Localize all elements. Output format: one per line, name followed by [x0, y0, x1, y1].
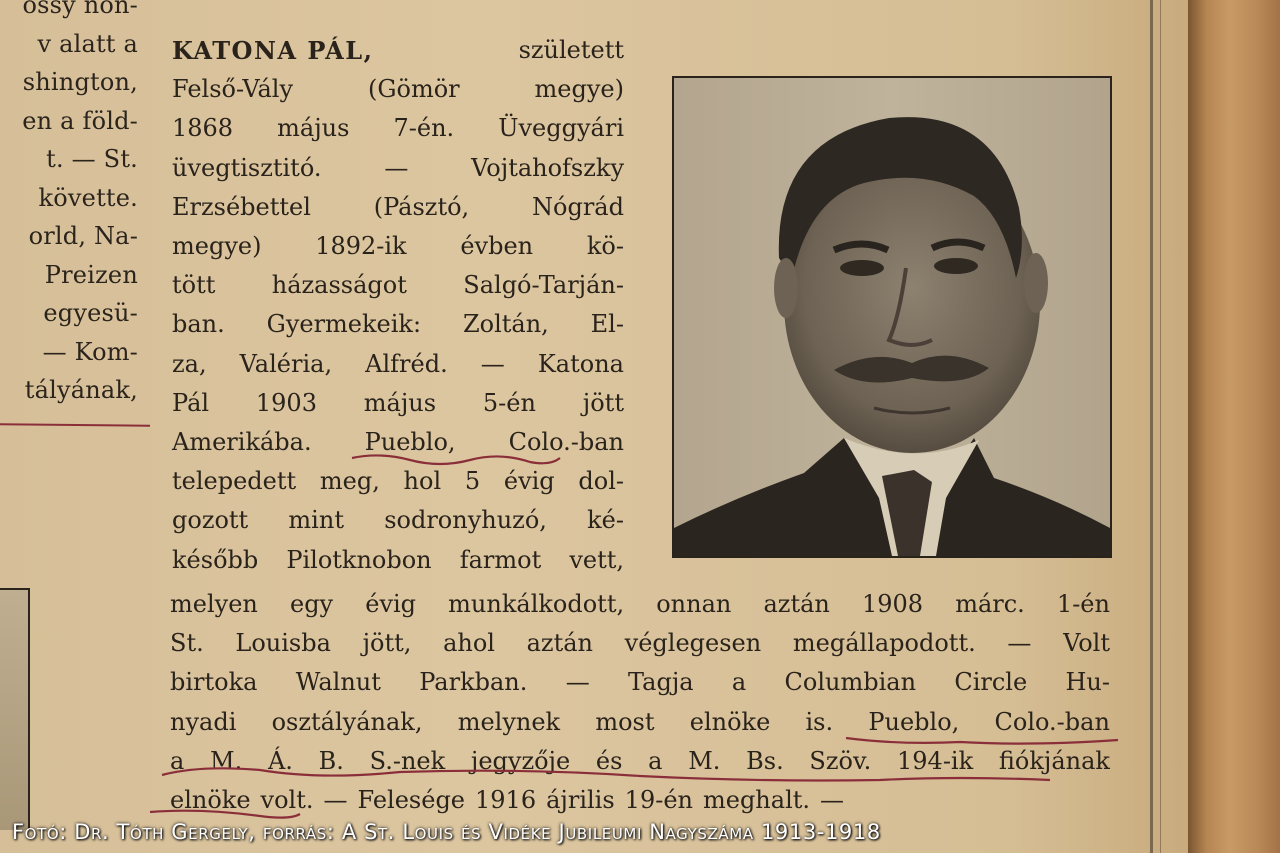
left-column-line: — Kom- — [42, 337, 138, 366]
biography-word: 1868 — [172, 114, 234, 143]
biography-word: 1-én — [1056, 590, 1110, 618]
underline-elnoke — [150, 811, 300, 818]
biography-word: osztályának, — [271, 707, 423, 736]
biography-word: Walnut — [295, 668, 381, 697]
biography-word: melyen — [170, 590, 258, 618]
biography-word: Üveggyári — [498, 114, 624, 143]
biography-word: za, — [172, 349, 207, 378]
biography-word: évig — [365, 590, 417, 618]
biography-word: St. — [170, 629, 204, 658]
left-column-line: Preizen — [44, 260, 138, 289]
biography-word: elnöke — [689, 707, 771, 736]
biography-word: Hu- — [1065, 668, 1110, 697]
left-column-line: shington, — [22, 68, 138, 96]
biography-word: Colo.-ban — [508, 428, 624, 457]
biography-word: és — [595, 746, 623, 775]
biography-word: évig — [503, 467, 555, 496]
biography-word: Alfréd. — [365, 349, 448, 378]
biography-word: Amerikába. — [172, 428, 312, 457]
biography-word: május — [277, 114, 350, 143]
biography-word: Tagja — [628, 668, 694, 697]
biography-word: Felesége — [357, 786, 466, 815]
biography-word: Pál — [172, 388, 210, 417]
biography-word: 1903 — [255, 388, 317, 417]
biography-word: a — [731, 668, 747, 697]
biography-word: Pueblo, — [364, 428, 456, 457]
biography-word: hol — [403, 467, 442, 496]
biography-word: aztán — [763, 590, 830, 618]
biography-word: később — [172, 545, 259, 574]
biography-word: jött, — [362, 629, 412, 658]
biography-word: 5-én — [482, 388, 536, 417]
biography-word: házasságot — [271, 271, 407, 300]
biography-word: birtoka — [170, 668, 258, 697]
biography-word: volt. — [260, 786, 314, 815]
book-binding — [1188, 0, 1280, 853]
biography-word: — — [565, 668, 590, 697]
biography-word: megállapodott. — [792, 629, 976, 658]
biography-word: 7-én. — [393, 114, 455, 143]
biography-word: 19-én — [624, 786, 693, 815]
biography-word: Valéria, — [239, 349, 333, 378]
biography-word: munkálkodott, — [448, 590, 625, 618]
biography-word: — — [820, 786, 845, 815]
biography-word: Columbian — [784, 668, 917, 697]
biography-word: ájrilis — [546, 786, 615, 815]
biography-word: M. — [688, 746, 721, 775]
biography-word: évben — [460, 232, 534, 261]
biography-word: M. — [210, 746, 243, 775]
biography-word: ahol — [443, 629, 495, 658]
biography-word: aztán — [526, 629, 593, 658]
biography-word: elnöke — [170, 786, 251, 815]
biography-word: megye) — [172, 232, 262, 261]
biography-word: ké- — [587, 506, 624, 535]
first-line-text: született — [518, 36, 624, 64]
biography-word: Erzsébettel — [172, 192, 311, 221]
left-column-line: orld, Na- — [28, 222, 138, 250]
biography-word: gozott — [172, 506, 249, 535]
biography-word: Zoltán, — [462, 310, 549, 339]
biography-word: Pueblo, — [868, 707, 960, 736]
biography-word: Pilotknobon — [286, 545, 432, 574]
biography-word: telepedett — [172, 467, 297, 496]
biography-word: Á. — [267, 746, 293, 775]
biography-word: Salgó-Tarján- — [463, 271, 624, 300]
biography-word: márc. — [955, 590, 1025, 618]
left-column-line: ossy non- — [22, 0, 138, 19]
biography-word: vett, — [569, 545, 624, 574]
underline-pueblo-2 — [846, 738, 1118, 744]
biography-word: Bs. — [746, 746, 784, 775]
biography-word: 1892-ik — [315, 232, 407, 261]
biography-word: Parkban. — [419, 668, 528, 697]
left-column-line: t. — St. — [46, 145, 138, 173]
biography-word: (Pásztó, — [373, 192, 470, 221]
biography-word: május — [363, 388, 437, 417]
biography-word: sodronyhuzó, — [384, 506, 547, 535]
biography-word: a — [170, 746, 185, 775]
biography-word: farmot — [459, 545, 542, 574]
biography-word: Volt — [1063, 629, 1110, 658]
biography-word: Gyermekeik: — [266, 310, 422, 339]
biography-word: egy — [289, 590, 334, 618]
left-column-line: egyesü- — [43, 299, 138, 327]
biography-word: S.-nek — [369, 746, 446, 775]
underline-pueblo-1 — [352, 455, 560, 464]
biography-word: El- — [590, 310, 624, 339]
biography-word: a — [648, 746, 663, 775]
underline-mabs — [162, 768, 1050, 780]
biography-word: üvegtisztitó. — [172, 153, 322, 182]
biography-word: — — [1007, 629, 1032, 658]
biography-word: (Gömör — [367, 75, 460, 104]
biography-word: Katona — [537, 349, 624, 378]
biography-word: is. — [805, 707, 834, 736]
biography-word: B. — [318, 746, 344, 775]
biography-word: Louisba — [235, 629, 331, 658]
left-column-line: v alatt a — [37, 29, 138, 58]
biography-word: 194-ik — [897, 746, 974, 775]
biography-word: meg, — [319, 467, 380, 496]
biography-word: melynek — [457, 707, 561, 736]
biography-word: jött — [582, 388, 624, 417]
biography-word: Felső-Vály — [172, 75, 294, 104]
biography-word: tött — [172, 271, 216, 300]
biography-word: Vojtahofszky — [471, 153, 624, 182]
biography-word: onnan — [656, 590, 732, 618]
biography-word: — — [384, 153, 409, 182]
left-column-line: en a föld- — [22, 106, 138, 135]
biography-word: most — [595, 707, 655, 736]
biography-word: Colo.-ban — [994, 707, 1110, 736]
biography-word: Szöv. — [809, 746, 872, 775]
person-name: KATONA PÁL, — [172, 36, 374, 65]
biography-word: 1916 — [475, 786, 537, 815]
left-column-line: tályának, — [24, 376, 138, 404]
biography-word: dol- — [578, 467, 624, 496]
biography-word: Circle — [954, 668, 1028, 697]
biography-word: — — [480, 349, 505, 378]
biography-word: véglegesen — [624, 629, 762, 658]
biography-word: 5 — [464, 467, 481, 496]
biography-word: jegyzője — [470, 746, 571, 775]
biography-word: — — [323, 786, 348, 815]
biography-word: 1908 — [861, 590, 924, 618]
biography-word: meghalt. — [702, 786, 811, 815]
biography-word: ban. — [172, 310, 225, 339]
biography-word: kö- — [586, 232, 624, 261]
biography-word: fiókjának — [998, 746, 1110, 775]
biography-word: nyadi — [170, 707, 237, 736]
biography-word: Nógrád — [532, 192, 624, 221]
left-column-line: követte. — [38, 183, 138, 212]
photo-credit-caption: Fotó: Dr. Tóth Gergely, forrás: A St. Louis és Vidéke Jubileumi Nagyszáma 1913-1918 — [12, 820, 881, 844]
biography-word: mint — [288, 506, 344, 535]
biography-word: megye) — [534, 75, 624, 104]
